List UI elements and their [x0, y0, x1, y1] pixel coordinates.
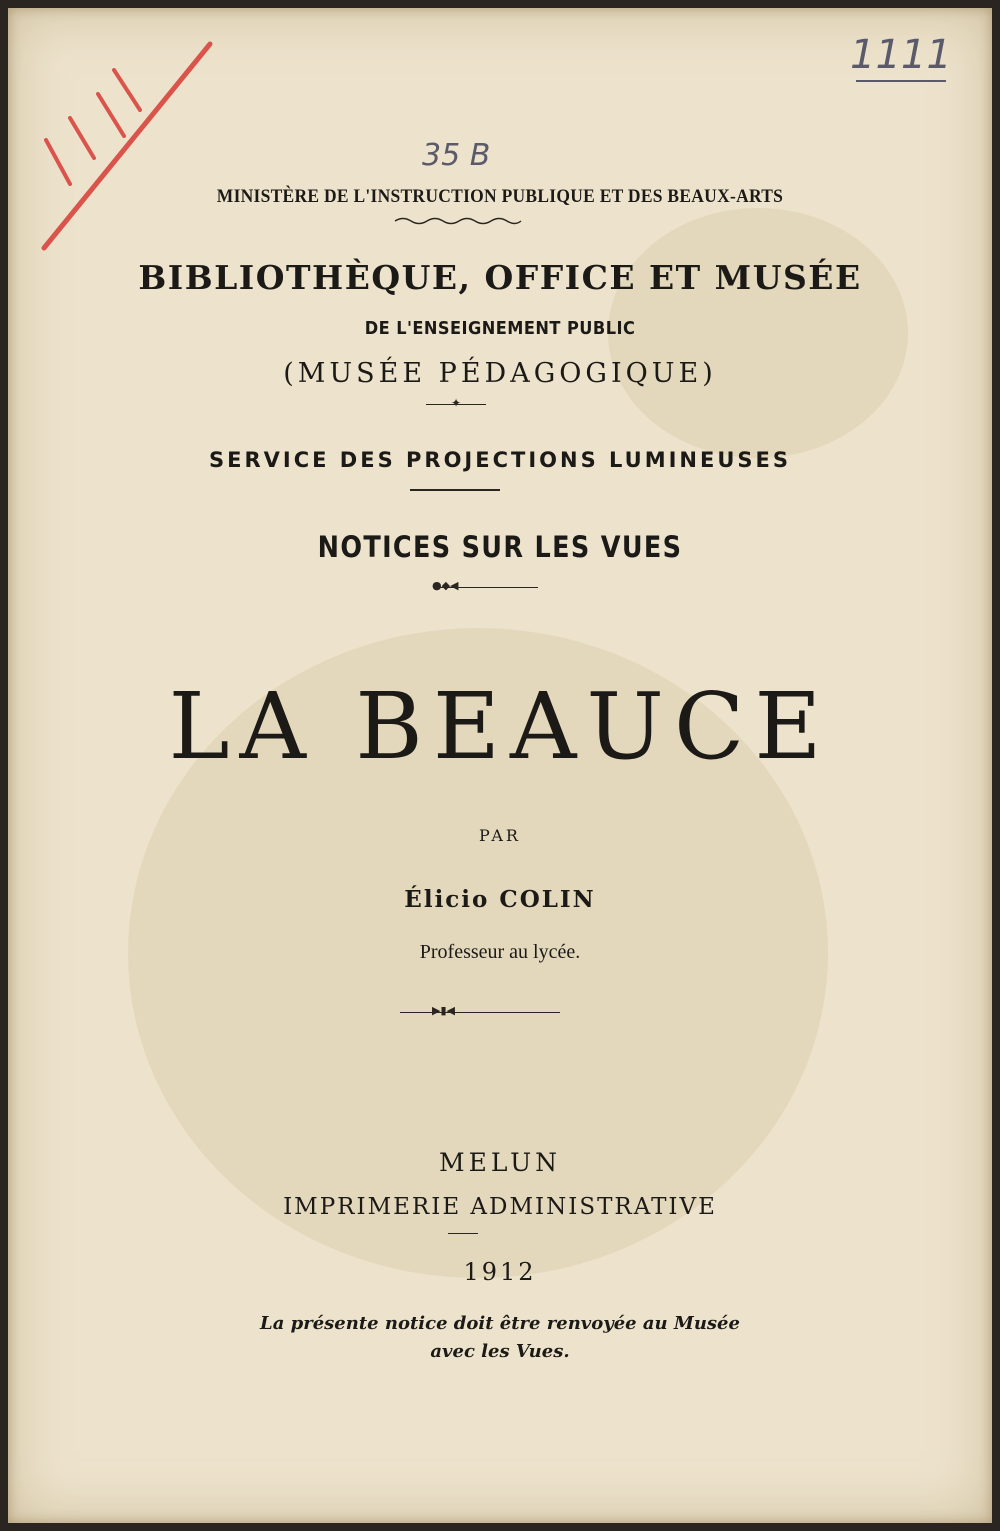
divider-ornament-center: ✦ — [451, 396, 462, 410]
divider-ornament-left: ●◆◀ — [432, 579, 459, 592]
red-pencil-mark — [28, 36, 228, 256]
divider-ornament-center: ▶▮◀ — [432, 1004, 455, 1017]
author-name: Élicio COLIN — [404, 886, 596, 913]
imprint-year: 1912 — [463, 1258, 537, 1286]
imprint-city: MELUN — [438, 1148, 562, 1177]
handwritten-underline — [856, 80, 946, 82]
handwritten-shelf-mark: 35 B — [422, 138, 491, 173]
document-page — [8, 8, 992, 1523]
by-label: PAR — [479, 826, 521, 845]
divider-line — [410, 489, 500, 491]
notices-heading: NOTICES SUR LES VUES — [317, 530, 683, 564]
wavy-ornament — [393, 216, 523, 226]
institution-title: BIBLIOTHÈQUE, OFFICE ET MUSÉE — [138, 258, 862, 297]
divider-line — [400, 1012, 560, 1013]
return-notice-line1: La présente notice doit être renvoyée au Musée — [260, 1313, 740, 1334]
institution-subtitle: DE L'ENSEIGNEMENT PUBLIC — [364, 318, 636, 339]
museum-name: (MUSÉE PÉDAGOGIQUE) — [283, 358, 717, 389]
handwritten-number-top-right: 1111 — [850, 32, 952, 78]
return-notice-line2: avec les Vues. — [430, 1341, 570, 1362]
document-title: LA BEAUCE — [168, 673, 832, 780]
service-heading: SERVICE DES PROJECTIONS LUMINEUSES — [209, 448, 791, 472]
imprint-printer: IMPRIMERIE ADMINISTRATIVE — [283, 1194, 717, 1220]
ministry-heading: MINISTÈRE DE L'INSTRUCTION PUBLIQUE ET DES BEAUX-ARTS — [216, 186, 784, 207]
divider-short — [448, 1233, 478, 1234]
author-role: Professeur au lycée. — [419, 941, 581, 963]
